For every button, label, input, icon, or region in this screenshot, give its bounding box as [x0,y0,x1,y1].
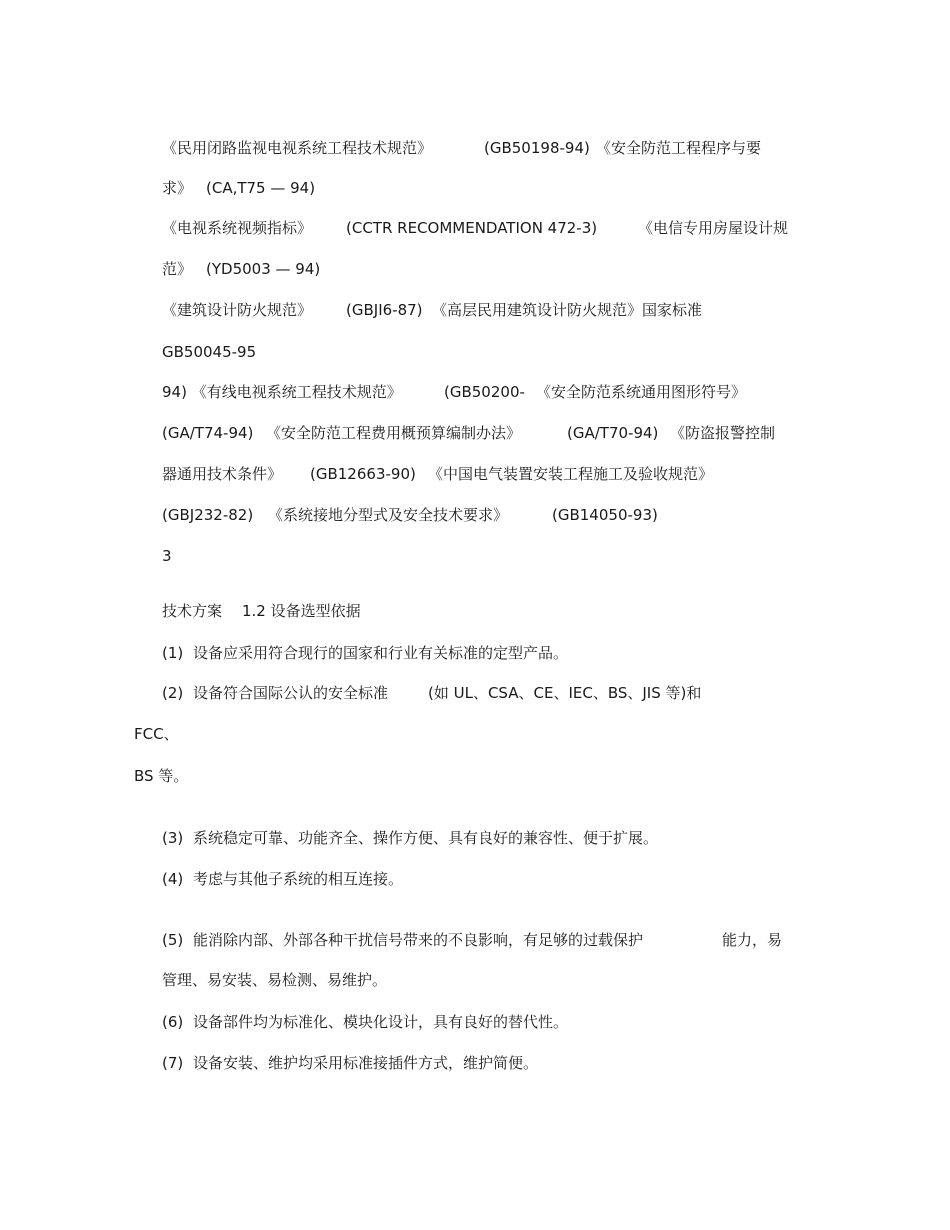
item-number: (7) [162,1054,184,1072]
standard-title: 《安全防范系统通用图形符号》 [536,383,747,401]
item-text: 设备符合国际公认的安全标准 [193,684,389,702]
item-text: 考虑与其他子系统的相互连接。 [193,870,404,888]
item-number: (3) [162,829,184,847]
item-number: (4) [162,870,184,888]
heading-label: 技术方案 [162,602,223,620]
item-text-tail: 能力，易 [722,931,783,949]
standard-title: 94) 《有线电视系统工程技术规范》 [162,383,402,401]
standard-code: (GB50200- [444,383,525,401]
standard-title: 《安全防范工程程序与要 [596,139,762,157]
standard-title: 《中国电气装置安装工程施工及验收规范》 [428,465,714,483]
item-text: 设备安装、维护均采用标准接插件方式，维护简便。 [193,1054,539,1072]
standard-title: 《系统接地分型式及安全技术要求》 [268,506,509,524]
document-page: 《民用闭路监视电视系统工程技术规范》 (GB50198-94) 《安全防范工程程序与要 求》 (CA,T75 — 94) 《电视系统视频指标》 (CCTR RECOMMENDATION 472-3) 《电信专用房屋设计规 范》 (YD5003 — 94) 《建筑设计防火规范》 (GBJI6-87) 《高层民用建筑设计防火规范》国家标准 GB50045-95 94) 《有线电视系统工程技术规范》 (GB50200- 《安全防范系统通用图形符号》 (GA/T74-94) 《安全防范工程费用概预算编制办法》 (GA/T70-94) 《防盗报警控制 器通用技术条件》 (GB12663-90) 《中国电气装置安装工程施工及验收规范》 (GBJ232-82) 《系统接地分型式及安全技术要求》 (GB14050-93) 3 技术方案 1.2 设备选型依据 (1) 设备应采用符合现行的国家和行业有关标准的定型产品。 (2) 设备符合国际公认的安全标准 (如 UL、CSA、CE、IEC、BS、JIS 等)和 FCC、 BS 等。 (3) 系统稳定可靠、功能齐全、操作方便、具有良好的兼容性、便于扩展。 (4) 考虑与其他子系统的相互连接。 (5) 能消除内部、外部各种干扰信号带来的不良影响，有足够的过载保护 能力，易 管理、易安装、易检测、易维护。 (6) 设备部件均为标准化、模块化设计，具有良好的替代性。 (7) 设备安装、维护均采用标准接插件方式，维护简便。 [134,139,789,1072]
standard-title: 《民用闭路监视电视系统工程技术规范》 [162,139,433,157]
standard-title: 《高层民用建筑设计防火规范》国家标准 [432,301,703,319]
standard-code: (GB12663-90) [310,465,416,483]
standard-code: (YD5003 — 94) [206,260,321,278]
heading-title: 1.2 设备选型依据 [242,602,361,620]
standard-title: 求》 [162,179,193,197]
standard-title: 《安全防范工程费用概预算编制办法》 [266,424,522,442]
standard-title: 器通用技术条件》 [162,465,283,483]
standard-code: (GA/T70-94) [567,424,659,442]
standard-title: 《防盗报警控制 [670,424,776,442]
standard-title: 《电信专用房屋设计规 [638,219,789,237]
standard-title: 《建筑设计防火规范》 [162,301,313,319]
standard-code: (GB50198-94) [484,139,590,157]
standard-title: 《电视系统视频指标》 [162,219,313,237]
item-number: (1) [162,644,184,662]
item-number: (2) [162,684,184,702]
item-text-paren: (如 UL、CSA、CE、IEC、BS、JIS 等)和 [428,684,702,702]
item-text: 设备部件均为标准化、模块化设计，具有良好的替代性。 [193,1013,569,1031]
item-text: 系统稳定可靠、功能齐全、操作方便、具有良好的兼容性、便于扩展。 [193,829,659,847]
item-text: 设备应采用符合现行的国家和行业有关标准的定型产品。 [193,644,569,662]
standard-code: (CA,T75 — 94) [206,179,316,197]
standard-code: (GBJ232-82) [162,506,254,524]
standard-code: (GBJI6-87) [346,301,423,319]
standard-title: 范》 [162,260,193,278]
standard-code: (GB14050-93) [552,506,658,524]
standard-code: (CCTR RECOMMENDATION 472-3) [346,219,598,237]
item-number: (6) [162,1013,184,1031]
item-text: 能消除内部、外部各种干扰信号带来的不良影响，有足够的过载保护 [193,931,644,949]
standard-code: GB50045-95 [162,343,257,361]
standard-code: (GA/T74-94) [162,424,254,442]
item-number: (5) [162,931,184,949]
